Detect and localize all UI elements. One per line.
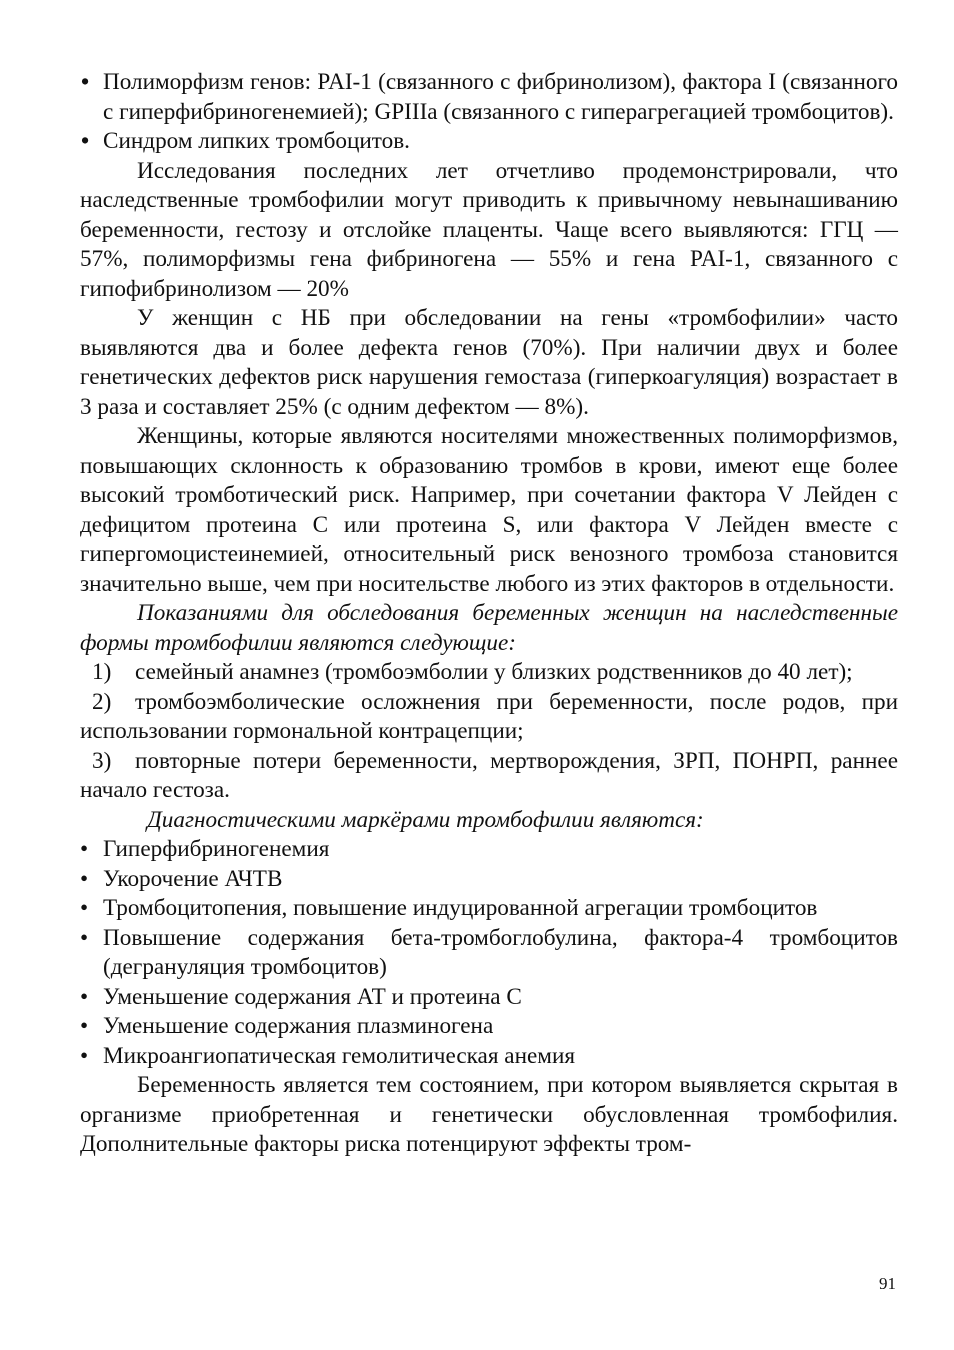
page-number: 91	[879, 1274, 896, 1293]
bullet-marker: •	[80, 895, 89, 921]
bullet-marker: •	[80, 1013, 89, 1039]
bullet-item	[80, 68, 898, 127]
bullet-marker: •	[80, 924, 89, 951]
indications-heading: Показаниями для обследования беременных женщин на наследственные формы тромбофилии являются следующие:	[80, 600, 898, 656]
item-text: повторные потери беременности, мертворождения, ЗРП, ПОНРП, раннее начало гестоза.	[80, 747, 898, 803]
bullet-text: Уменьшение содержания АТ и протеина С	[103, 983, 522, 1010]
bullet-item	[80, 1012, 898, 1042]
numbered-item	[80, 658, 898, 688]
bullet-text: Тромбоцитопения, повышение индуцированной агрегации тромбоцитов	[103, 895, 818, 921]
page-body	[80, 68, 898, 1160]
bullet-marker: •	[80, 983, 89, 1010]
bullet-text: Уменьшение содержания плазминогена	[103, 1013, 494, 1039]
numbered-item	[80, 747, 898, 806]
bullet-text: Синдром липких тромбоцитов.	[103, 128, 410, 154]
bullet-marker: •	[80, 865, 89, 892]
item-text: тромбоэмболические осложнения при беременности, после родов, при использовании гормональной контрацепции;	[80, 688, 898, 744]
item-number: 3)	[92, 747, 112, 774]
markers-heading: Диагностическими маркёрами тромбофилии являются:	[147, 806, 704, 833]
bullet-item	[80, 924, 898, 983]
bullet-text: Укорочение АЧТВ	[103, 865, 283, 892]
bullet-item	[80, 894, 898, 924]
paragraph: Женщины, которые являются носителями множественных полиморфизмов, повышающих склонность к образованию тромбов в крови, имеют еще более высокий тромботический риск. Например, при сочетании фактора V Лейден с дефицитом протеина С или протеина S, или фактора V Лейден вместе с гипергомоцистеинемией, относительный риск венозного тромбоза становится значительно выше, чем при носительстве любого из этих факторов в отдельности.	[80, 423, 898, 597]
bullet-marker: •	[81, 128, 90, 154]
bullet-marker: •	[80, 1042, 89, 1069]
bullet-marker: •	[80, 836, 89, 862]
paragraph: Беременность является тем состоянием, при котором выявляется скрытая в организме приобретенная и генетически обусловленная тромбофилия. Дополнительные факторы риска потенцируют эффекты тром-	[80, 1072, 898, 1157]
item-text: семейный анамнез (тромбоэмболии у близких родственников до 40 лет);	[135, 659, 853, 685]
bullet-item	[80, 865, 898, 895]
bullet-text: Микроангиопатическая гемолитическая анемия	[103, 1042, 576, 1069]
bullet-marker: •	[81, 69, 90, 95]
item-number: 1)	[92, 659, 112, 685]
bullet-text: Гиперфибриногенемия	[103, 836, 330, 862]
bullet-text: Повышение содержания бета-тромбоглобулина, фактора-4 тромбоцитов (дегрануляция тромбоцитов)	[103, 924, 898, 980]
bullet-item	[80, 983, 898, 1013]
item-number: 2)	[92, 688, 112, 715]
paragraph: У женщин с НБ при обследовании на гены «тромбофилии» часто выявляются два и более дефекта генов (70%). При наличии двух и более генетических дефектов риск нарушения гемостаза (гиперкоагуляция) возрастает в 3 раза и составляет 25% (с одним дефектом — 8%).	[80, 305, 898, 420]
bullet-item	[80, 127, 898, 157]
numbered-item	[80, 688, 898, 747]
bullet-text: Полиморфизм генов: PAI-1 (связанного с фибринолизом), фактора I (связанного с гиперфибриногенемией); GPIIIa (связанного с гиперагрегацией тромбоцитов).	[103, 69, 898, 125]
paragraph: Исследования последних лет отчетливо продемонстрировали, что наследственные тромбофилии могут приводить к привычному невынашиванию беременности, гестозу и отслойке плаценты. Чаще всего выявляются: ГГЦ — 57%, полиморфизмы гена фибриногена — 55% и гена PAI-1, связанного с гипофибринолизом — 20%	[80, 157, 898, 302]
bullet-item	[80, 1042, 898, 1072]
bullet-item	[80, 835, 898, 865]
